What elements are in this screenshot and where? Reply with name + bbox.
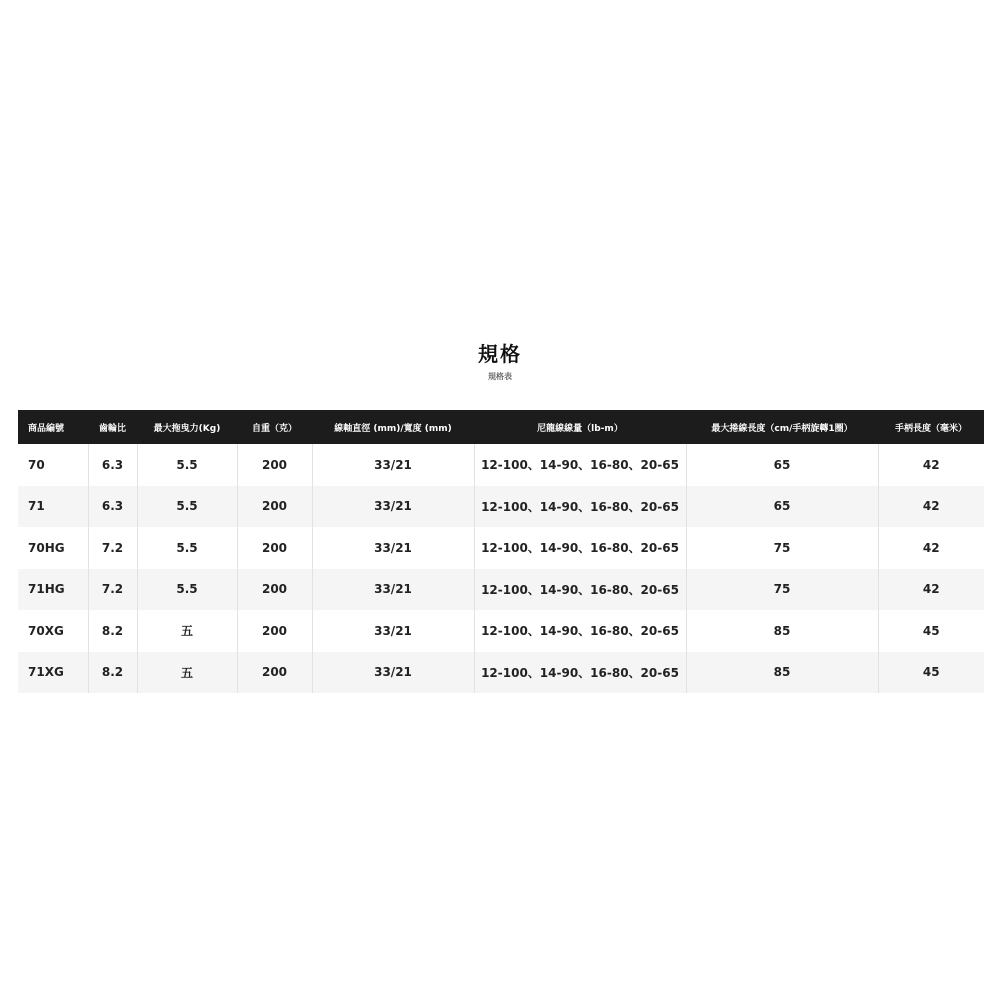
column-header-line-capacity: 尼龍線線量（lb-m） (474, 410, 686, 444)
cell-gear-ratio: 6.3 (88, 444, 137, 486)
cell-handle-length: 45 (878, 652, 984, 694)
page-title: 規格 (478, 342, 522, 366)
cell-spool-size: 33/21 (312, 610, 474, 652)
cell-gear-ratio: 7.2 (88, 527, 137, 569)
cell-retrieve: 65 (686, 486, 878, 528)
cell-weight: 200 (237, 444, 312, 486)
cell-line-capacity: 12-100、14-90、16-80、20-65 (474, 486, 686, 528)
cell-weight: 200 (237, 652, 312, 694)
cell-retrieve: 75 (686, 569, 878, 611)
cell-max-drag: 5.5 (137, 444, 237, 486)
cell-max-drag: 5.5 (137, 569, 237, 611)
cell-retrieve: 85 (686, 652, 878, 694)
column-header-max-drag: 最大拖曳力(Kg) (137, 410, 237, 444)
cell-retrieve: 85 (686, 610, 878, 652)
cell-max-drag: 5.5 (137, 527, 237, 569)
spec-table (18, 410, 984, 693)
cell-max-drag: 五 (137, 610, 237, 652)
cell-gear-ratio: 7.2 (88, 569, 137, 611)
cell-max-drag: 五 (137, 652, 237, 694)
column-header-model: 商品編號 (18, 410, 88, 444)
cell-weight: 200 (237, 569, 312, 611)
cell-max-drag: 5.5 (137, 486, 237, 528)
cell-spool-size: 33/21 (312, 486, 474, 528)
cell-model: 71XG (18, 652, 88, 694)
cell-gear-ratio: 8.2 (88, 652, 137, 694)
cell-weight: 200 (237, 610, 312, 652)
cell-model: 70 (18, 444, 88, 486)
cell-weight: 200 (237, 527, 312, 569)
table-row (18, 444, 984, 486)
cell-handle-length: 42 (878, 527, 984, 569)
table-header-row (18, 410, 984, 444)
table-row (18, 610, 984, 652)
cell-line-capacity: 12-100、14-90、16-80、20-65 (474, 610, 686, 652)
cell-model: 70HG (18, 527, 88, 569)
column-header-spool-size: 線軸直徑 (mm)/寬度 (mm) (312, 410, 474, 444)
cell-retrieve: 65 (686, 444, 878, 486)
cell-weight: 200 (237, 486, 312, 528)
table-row (18, 527, 984, 569)
cell-line-capacity: 12-100、14-90、16-80、20-65 (474, 569, 686, 611)
cell-model: 71 (18, 486, 88, 528)
cell-model: 70XG (18, 610, 88, 652)
cell-line-capacity: 12-100、14-90、16-80、20-65 (474, 652, 686, 694)
cell-spool-size: 33/21 (312, 527, 474, 569)
table-row (18, 486, 984, 528)
cell-handle-length: 42 (878, 486, 984, 528)
cell-spool-size: 33/21 (312, 444, 474, 486)
column-header-gear-ratio: 齒輪比 (88, 410, 137, 444)
cell-retrieve: 75 (686, 527, 878, 569)
table-row (18, 569, 984, 611)
spec-header (0, 340, 1000, 384)
cell-handle-length: 42 (878, 569, 984, 611)
cell-gear-ratio: 6.3 (88, 486, 137, 528)
cell-gear-ratio: 8.2 (88, 610, 137, 652)
table-row (18, 652, 984, 694)
page-subtitle: 規格表 (488, 372, 512, 381)
column-header-retrieve: 最大捲線長度（cm/手柄旋轉1圈） (686, 410, 878, 444)
cell-spool-size: 33/21 (312, 569, 474, 611)
cell-handle-length: 42 (878, 444, 984, 486)
cell-spool-size: 33/21 (312, 652, 474, 694)
cell-line-capacity: 12-100、14-90、16-80、20-65 (474, 444, 686, 486)
cell-handle-length: 45 (878, 610, 984, 652)
cell-model: 71HG (18, 569, 88, 611)
column-header-handle-length: 手柄長度（毫米） (878, 410, 984, 444)
column-header-weight: 自重（克） (237, 410, 312, 444)
cell-line-capacity: 12-100、14-90、16-80、20-65 (474, 527, 686, 569)
